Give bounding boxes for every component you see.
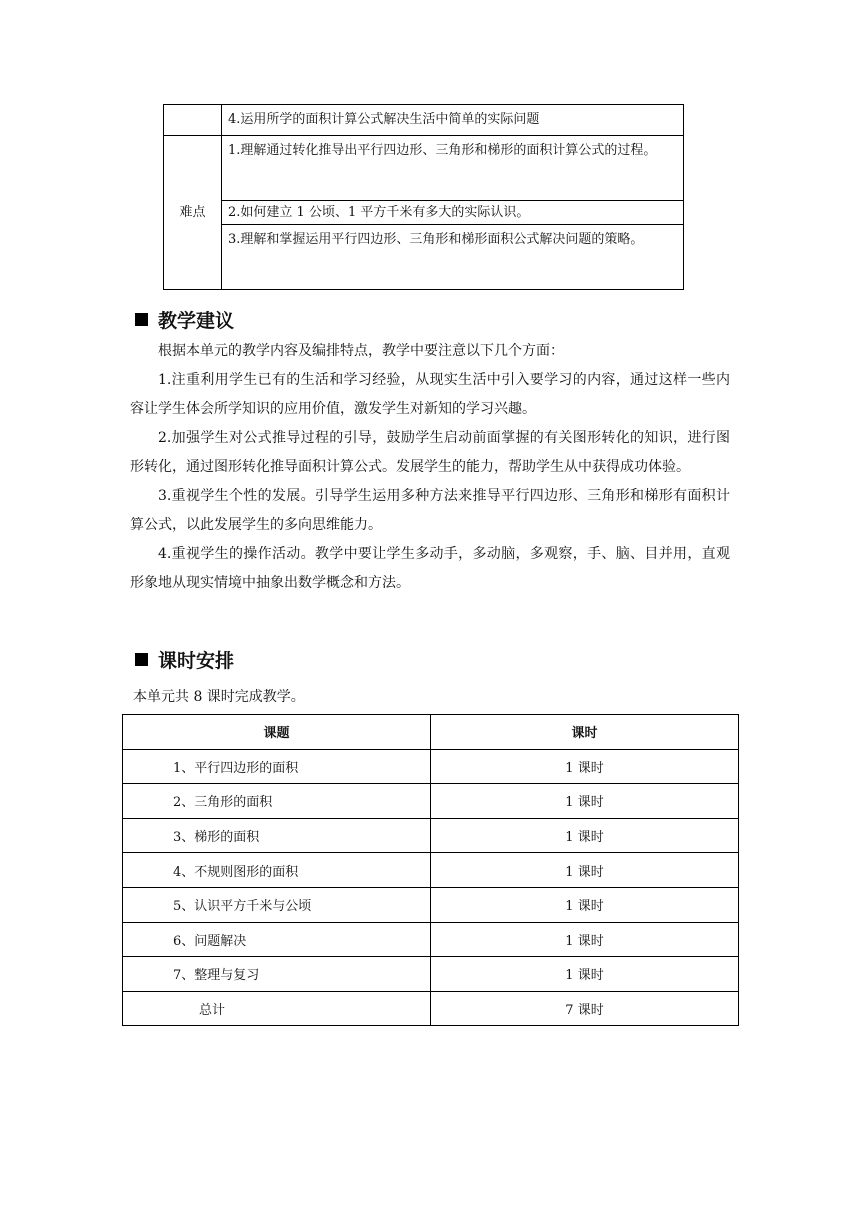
hours-cell: 1 课时: [431, 957, 739, 992]
paragraph: 根据本单元的教学内容及编排特点，教学中要注意以下几个方面：: [158, 343, 564, 359]
column-header: 课题: [123, 715, 431, 750]
table-row: [164, 105, 684, 136]
teaching-paragraphs: [130, 337, 730, 598]
topic-cell: 6、问题解决: [123, 922, 431, 957]
topic-cell: 5、认识平方千米与公顷: [123, 887, 431, 922]
table-cell: 1.理解通过转化推导出平行四边形、三角形和梯形的面积计算公式的过程。: [222, 136, 684, 201]
total-label-cell: 总计: [123, 991, 431, 1026]
table-row: [123, 853, 739, 888]
table-row: [123, 818, 739, 853]
table-row: [123, 887, 739, 922]
hours-cell: 1 课时: [431, 749, 739, 784]
hours-cell: 1 课时: [431, 818, 739, 853]
table-cell: 2.如何建立 1 公顷、1 平方千米有多大的实际认识。: [222, 201, 684, 225]
square-bullet-icon: [135, 313, 148, 326]
topic-cell: 3、梯形的面积: [123, 818, 431, 853]
heading-text: 课时安排: [158, 649, 235, 672]
topic-cell: 7、整理与复习: [123, 957, 431, 992]
topic-cell: 2、三角形的面积: [123, 784, 431, 819]
schedule-intro: 本单元共 8 课时完成教学。: [133, 689, 305, 705]
objectives-table: [163, 104, 684, 290]
table-row: [123, 749, 739, 784]
column-header: 课时: [431, 715, 739, 750]
total-hours-cell: 7 课时: [431, 991, 739, 1026]
table-row: [164, 201, 684, 225]
hours-cell: 1 课时: [431, 784, 739, 819]
hours-cell: 1 课时: [431, 887, 739, 922]
paragraph: 4.重视学生的操作活动。教学中要让学生多动手，多动脑，多观察，手、脑、目并用，直观形象地从现实情境中抽象出数学概念和方法。: [130, 546, 730, 591]
table-row: [123, 991, 739, 1026]
paragraph: 3.重视学生个性的发展。引导学生运用多种方法来推导平行四边形、三角形和梯形有面积计算公式，以此发展学生的多向思维能力。: [130, 488, 730, 533]
schedule-table: [122, 714, 739, 1026]
hours-cell: 1 课时: [431, 922, 739, 957]
table-row: [164, 136, 684, 201]
table-cell: 3.理解和掌握运用平行四边形、三角形和梯形面积公式解决问题的策略。: [222, 225, 684, 290]
table-row: [164, 225, 684, 290]
difficulty-label: 难点: [164, 136, 222, 290]
table-row: [123, 784, 739, 819]
topic-cell: 4、不规则图形的面积: [123, 853, 431, 888]
square-bullet-icon: [135, 653, 148, 666]
section-heading-teaching: [135, 306, 234, 332]
section-heading-schedule: [135, 646, 234, 672]
paragraph: 2.加强学生对公式推导过程的引导，鼓励学生启动前面掌握的有关图形转化的知识，进行图形转化，通过图形转化推导面积计算公式。发展学生的能力，帮助学生从中获得成功体验。: [130, 430, 730, 475]
table-row: [123, 957, 739, 992]
hours-cell: 1 课时: [431, 853, 739, 888]
table-cell: 4.运用所学的面积计算公式解决生活中简单的实际问题: [222, 105, 684, 136]
label-cell: [164, 105, 222, 136]
heading-text: 教学建议: [158, 309, 235, 332]
paragraph: 1.注重利用学生已有的生活和学习经验，从现实生活中引入要学习的内容，通过这样一些内容让学生体会所学知识的应用价值，激发学生对新知的学习兴趣。: [130, 372, 730, 417]
table-row: [123, 922, 739, 957]
table-header-row: [123, 715, 739, 750]
topic-cell: 1、平行四边形的面积: [123, 749, 431, 784]
